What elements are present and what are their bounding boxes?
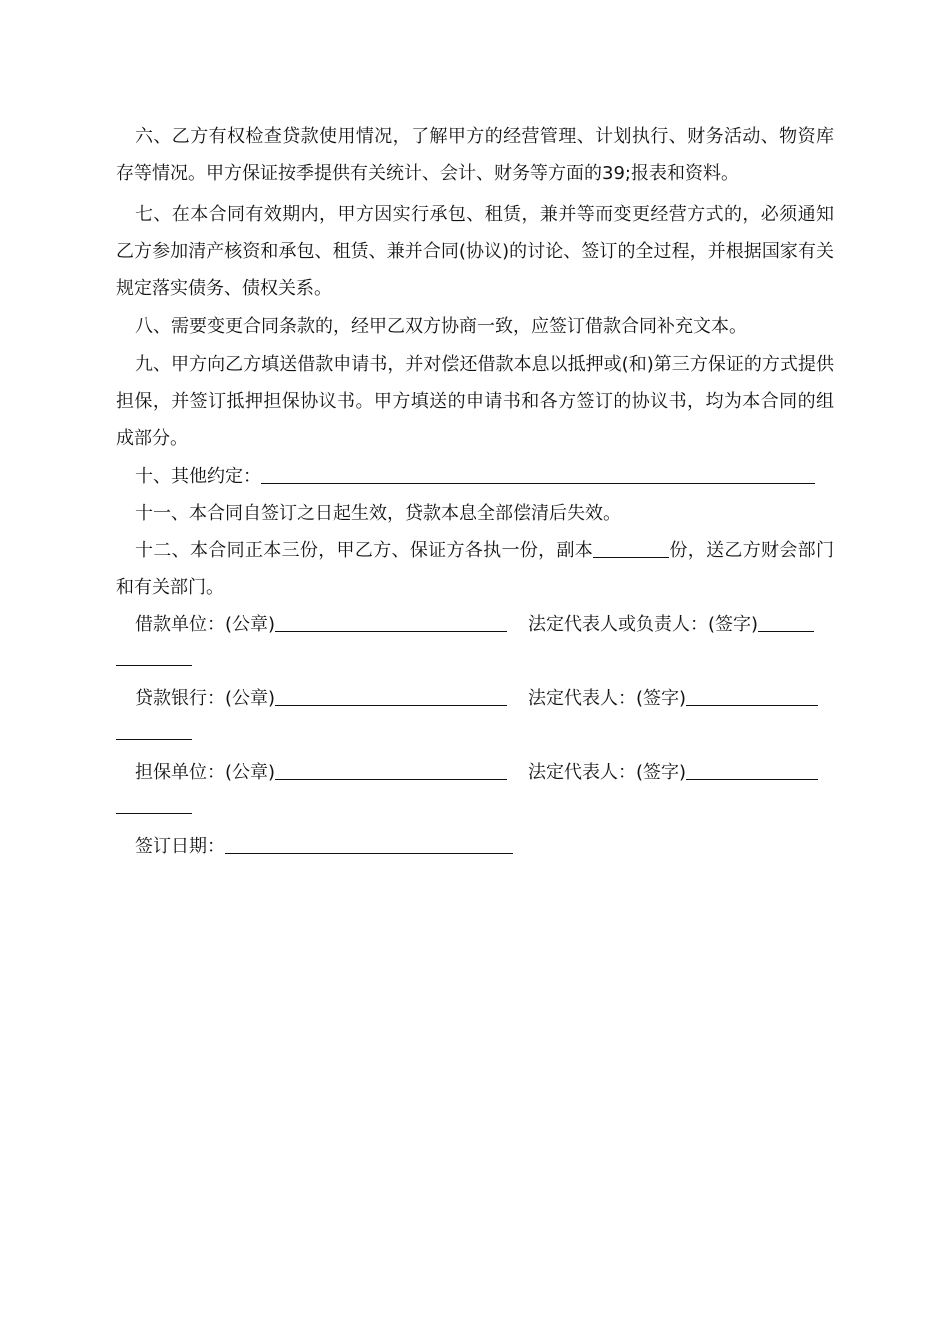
guarantor-seal-blank[interactable] xyxy=(275,757,507,780)
clause-7: 七、在本合同有效期内，甲方因实行承包、租赁，兼并等而变更经营方式的，必须通知乙方参加清产核资和承包、租赁、兼并合同(协议)的讨论、签订的全过程，并根据国家有关规定落实债务、债权关系。 xyxy=(116,204,834,299)
bank-rep-blank[interactable] xyxy=(686,683,818,706)
bank-rep-label: 法定代表人：(签字) xyxy=(528,688,687,709)
contract-page xyxy=(116,118,834,865)
sign-date-row xyxy=(116,828,834,865)
guarantor-rep-blank-continued[interactable] xyxy=(116,791,192,814)
bank-seal-row xyxy=(135,680,507,717)
borrower-signature-block xyxy=(116,606,834,680)
clause-9: 九、甲方向乙方填送借款申请书，并对偿还借款本息以抵押或(和)第三方保证的方式提供担保，并签订抵押担保协议书。甲方填送的申请书和各方签订的协议书，均为本合同的组成部分。 xyxy=(116,354,834,449)
clause-8: 八、需要变更合同条款的，经甲乙双方协商一致，应签订借款合同补充文本。 xyxy=(135,316,747,337)
clause-6: 六、乙方有权检查贷款使用情况，了解甲方的经营管理、计划执行、财务活动、物资库存等情况。甲方保证按季提供有关统计、会计、财务等方面的39;报表和资料。 xyxy=(116,126,834,184)
other-terms-blank[interactable] xyxy=(261,461,815,484)
guarantor-signature-block xyxy=(116,754,834,828)
clause-12 xyxy=(116,532,834,606)
clause-11: 十一、本合同自签订之日起生效，贷款本息全部偿清后失效。 xyxy=(135,503,621,524)
sign-date-blank[interactable] xyxy=(225,831,513,854)
borrower-seal-row xyxy=(135,606,507,643)
borrower-rep-blank-continued[interactable] xyxy=(116,643,192,666)
borrower-rep-row xyxy=(528,606,814,643)
bank-rep-row xyxy=(528,680,818,717)
borrower-seal-blank[interactable] xyxy=(275,609,507,632)
sign-date-label: 签订日期： xyxy=(135,836,225,857)
bank-signature-block xyxy=(116,680,834,754)
bank-seal-blank[interactable] xyxy=(275,683,507,706)
borrower-rep-blank[interactable] xyxy=(758,609,814,632)
bank-seal-label: 贷款银行：(公章) xyxy=(135,688,276,709)
guarantor-seal-row xyxy=(135,754,507,791)
guarantor-seal-label: 担保单位：(公章) xyxy=(135,762,276,783)
clause-12-text-before: 十二、本合同正本三份，甲乙方、保证方各执一份，副本 xyxy=(135,540,594,561)
borrower-rep-label: 法定代表人或负责人：(签字) xyxy=(528,614,759,635)
clause-10 xyxy=(116,458,834,495)
guarantor-rep-label: 法定代表人：(签字) xyxy=(528,762,687,783)
copies-count-blank[interactable] xyxy=(593,535,669,558)
borrower-seal-label: 借款单位：(公章) xyxy=(135,614,276,635)
clause-10-label: 十、其他约定： xyxy=(135,466,261,487)
guarantor-rep-blank[interactable] xyxy=(686,757,818,780)
clause-12-text-after: 份，送乙方财会部门和有关部门。 xyxy=(116,540,835,598)
bank-rep-blank-continued[interactable] xyxy=(116,717,192,740)
guarantor-rep-row xyxy=(528,754,818,791)
